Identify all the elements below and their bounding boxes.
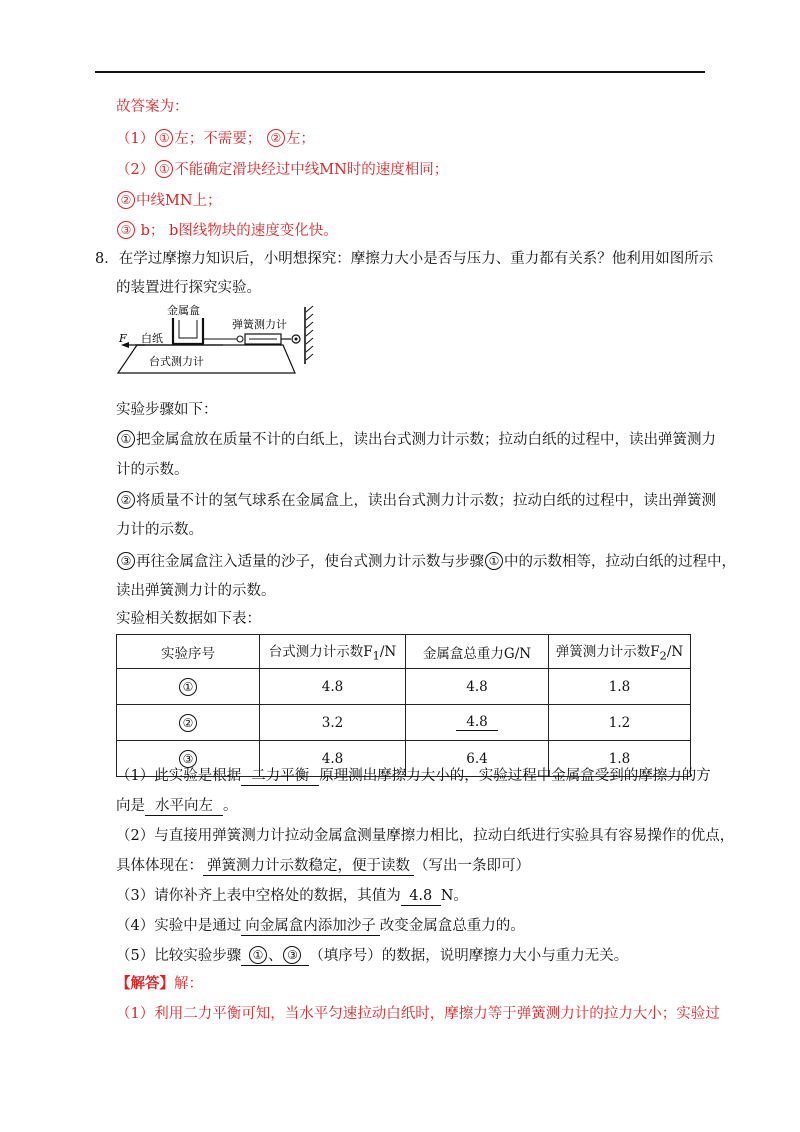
circled-number: ① xyxy=(155,129,173,147)
solution-header xyxy=(116,975,203,993)
answer-text: 中线MN上； xyxy=(136,193,222,209)
table-header xyxy=(260,635,406,669)
step-text: 将质量不计的氢气球系在金属盒上，读出台式测力计示数；拉动白纸的过程中，读出弹簧测 xyxy=(136,493,716,509)
circled-number: ② xyxy=(117,491,135,509)
q-text: （1）此实验是根据 xyxy=(116,768,242,784)
table-header xyxy=(406,635,549,669)
circled-number: ① xyxy=(249,946,267,964)
step-text: 计的示数。 xyxy=(116,462,189,478)
solution-word: 解： xyxy=(174,976,203,992)
header-text: 弹簧测力计示数F xyxy=(555,644,660,661)
header-rule xyxy=(95,71,705,73)
step-1-line-2 xyxy=(116,461,189,479)
table-header xyxy=(549,635,691,669)
q-text: 向是 xyxy=(116,798,145,814)
table-cell: 1.2 xyxy=(549,705,691,741)
circled-number: ① xyxy=(179,678,197,696)
answer-header xyxy=(116,98,189,116)
table-cell: 4.8 xyxy=(260,741,406,777)
steps-title-text: 实验步骤如下： xyxy=(116,402,218,418)
table-row xyxy=(117,669,691,705)
step-1-line-1 xyxy=(116,430,716,449)
circled-number: ② xyxy=(117,191,135,209)
table-title-text: 实验相关数据如下表： xyxy=(116,611,261,627)
header-text: 实验序号 xyxy=(161,645,215,662)
answer-text: 左；不需要； xyxy=(174,131,266,147)
question-text: 在学过摩擦力知识后，小明想探究：摩擦力大小是否与压力、重力都有关系？他利用如图所示 xyxy=(118,251,714,267)
q-text: （填序号）的数据，说明摩擦力大小与重力无关。 xyxy=(309,948,629,964)
q-text: 改变金属盒总重力的。 xyxy=(379,918,525,934)
q2-line-1 xyxy=(116,827,734,845)
label-table-scale: 台式测力计 xyxy=(149,355,204,368)
answer-line-4 xyxy=(116,221,338,240)
q-text: （4）实验中是通过 xyxy=(116,918,242,934)
answer-part-label: （2） xyxy=(116,162,155,178)
header-unit: /N xyxy=(379,644,397,661)
q-text: （2）与直接用弹簧测力计拉动金属盒测量摩擦力相比，拉动白纸进行实验具有容易操作的优点， xyxy=(116,828,735,844)
filled-blank: 4.8 xyxy=(401,887,441,906)
circled-number: ③ xyxy=(283,946,301,964)
label-force-f: F xyxy=(119,332,127,345)
apparatus-diagram xyxy=(115,302,325,374)
table-cell xyxy=(117,669,260,705)
filled-blank: 水平向左 xyxy=(145,797,223,816)
q-text: 。 xyxy=(223,798,238,814)
filled-blank xyxy=(241,946,309,966)
answer-text: 不能确定滑块经过中线MN时的速度相同； xyxy=(174,162,449,178)
filled-blank: 4.8 xyxy=(456,714,498,731)
q1-line-2 xyxy=(116,797,238,816)
step-text: 再往金属盒注入适量的沙子，使台式测力计示数与步骤 xyxy=(136,554,484,570)
answer-line-2 xyxy=(116,160,448,179)
header-subscript: 1 xyxy=(372,649,380,663)
step-2-line-1 xyxy=(116,491,716,510)
question-text: 的装置进行探究实验。 xyxy=(116,280,261,296)
answer-text: 左； xyxy=(285,131,315,147)
solution-text: （1）利用二力平衡可知，当水平匀速拉动白纸时，摩擦力等于弹簧测力计的拉力大小；实验过 xyxy=(116,1006,720,1022)
q-text: N。 xyxy=(440,888,468,904)
q5-line xyxy=(116,946,628,966)
step-3-line-1 xyxy=(116,552,736,571)
circled-number: ③ xyxy=(179,750,197,768)
circled-number: ② xyxy=(267,129,285,147)
table-cell: 3.2 xyxy=(260,705,406,741)
circled-number: ① xyxy=(117,430,135,448)
q-text: （3）请你补齐上表中空格处的数据，其值为 xyxy=(116,888,401,904)
filled-blank: 二力平衡 xyxy=(241,767,319,786)
table-row xyxy=(117,705,691,741)
step-text: 力计的示数。 xyxy=(116,522,203,538)
answer-line-1 xyxy=(116,129,315,148)
table-header-row xyxy=(117,635,691,669)
label-paper: 白纸 xyxy=(141,332,163,345)
q-text: 具体体现在： xyxy=(116,858,203,874)
filled-blank: 向金属盒内添加沙子 xyxy=(241,917,380,936)
step-2-line-2 xyxy=(116,521,203,539)
answer-header-text: 故答案为： xyxy=(116,99,189,115)
apparatus-figure xyxy=(115,302,325,374)
circled-number: ① xyxy=(155,160,173,178)
header-subscript: 2 xyxy=(659,649,667,663)
circled-number: ② xyxy=(179,714,197,732)
question-intro-line-2 xyxy=(116,279,261,297)
q1-line-1 xyxy=(116,767,711,786)
table-cell: 6.4 xyxy=(406,741,549,777)
circled-number: ① xyxy=(485,552,503,570)
header-unit: /N xyxy=(666,644,684,661)
table-cell xyxy=(117,705,260,741)
filled-blank: 弹簧测力计示数稳定，便于读数 xyxy=(203,857,414,876)
solution-label: 【解答】 xyxy=(116,975,174,992)
table-cell: 1.8 xyxy=(549,741,691,777)
label-spring-scale: 弹簧测力计 xyxy=(232,318,287,331)
step-text: 中的示数相等，拉动白纸的过程中， xyxy=(504,554,736,570)
answer-part-label: （1） xyxy=(116,131,155,147)
header-text: 台式测力计示数F xyxy=(268,644,373,661)
header-text: 金属盒总重力G/N xyxy=(422,645,532,662)
table-title xyxy=(116,610,261,628)
answer-text: b； b图线物块的速度变化快。 xyxy=(136,223,338,239)
circled-number: ③ xyxy=(117,552,135,570)
step-3-line-2 xyxy=(116,582,276,600)
step-text: 读出弹簧测力计的示数。 xyxy=(116,583,276,599)
step-text: 把金属盒放在质量不计的白纸上，读出台式测力计示数；拉动白纸的过程中，读出弹簧测力 xyxy=(136,432,716,448)
table-cell: 4.8 xyxy=(406,669,549,705)
label-metal-box: 金属盒 xyxy=(167,304,200,317)
table-cell: 4.8 xyxy=(260,669,406,705)
answer-line-3 xyxy=(116,191,222,210)
question-number: 8． xyxy=(95,251,119,267)
q4-line xyxy=(116,917,525,936)
q-text: （5）比较实验步骤 xyxy=(116,948,242,964)
q3-line xyxy=(116,887,468,906)
solution-line-1 xyxy=(116,1005,720,1023)
q-text: （写出一条即可） xyxy=(414,858,530,874)
steps-title xyxy=(116,401,218,419)
circled-number: ③ xyxy=(117,221,135,239)
table-cell: 1.8 xyxy=(549,669,691,705)
table-header xyxy=(117,635,260,669)
table-cell xyxy=(406,705,549,741)
q-text: 原理测出摩擦力大小的，实验过程中金属盒受到的摩擦力的方 xyxy=(319,768,711,784)
q-text: 、 xyxy=(267,948,283,964)
data-table xyxy=(116,634,691,777)
q2-line-2 xyxy=(116,857,530,876)
question-intro-line-1 xyxy=(95,250,713,268)
